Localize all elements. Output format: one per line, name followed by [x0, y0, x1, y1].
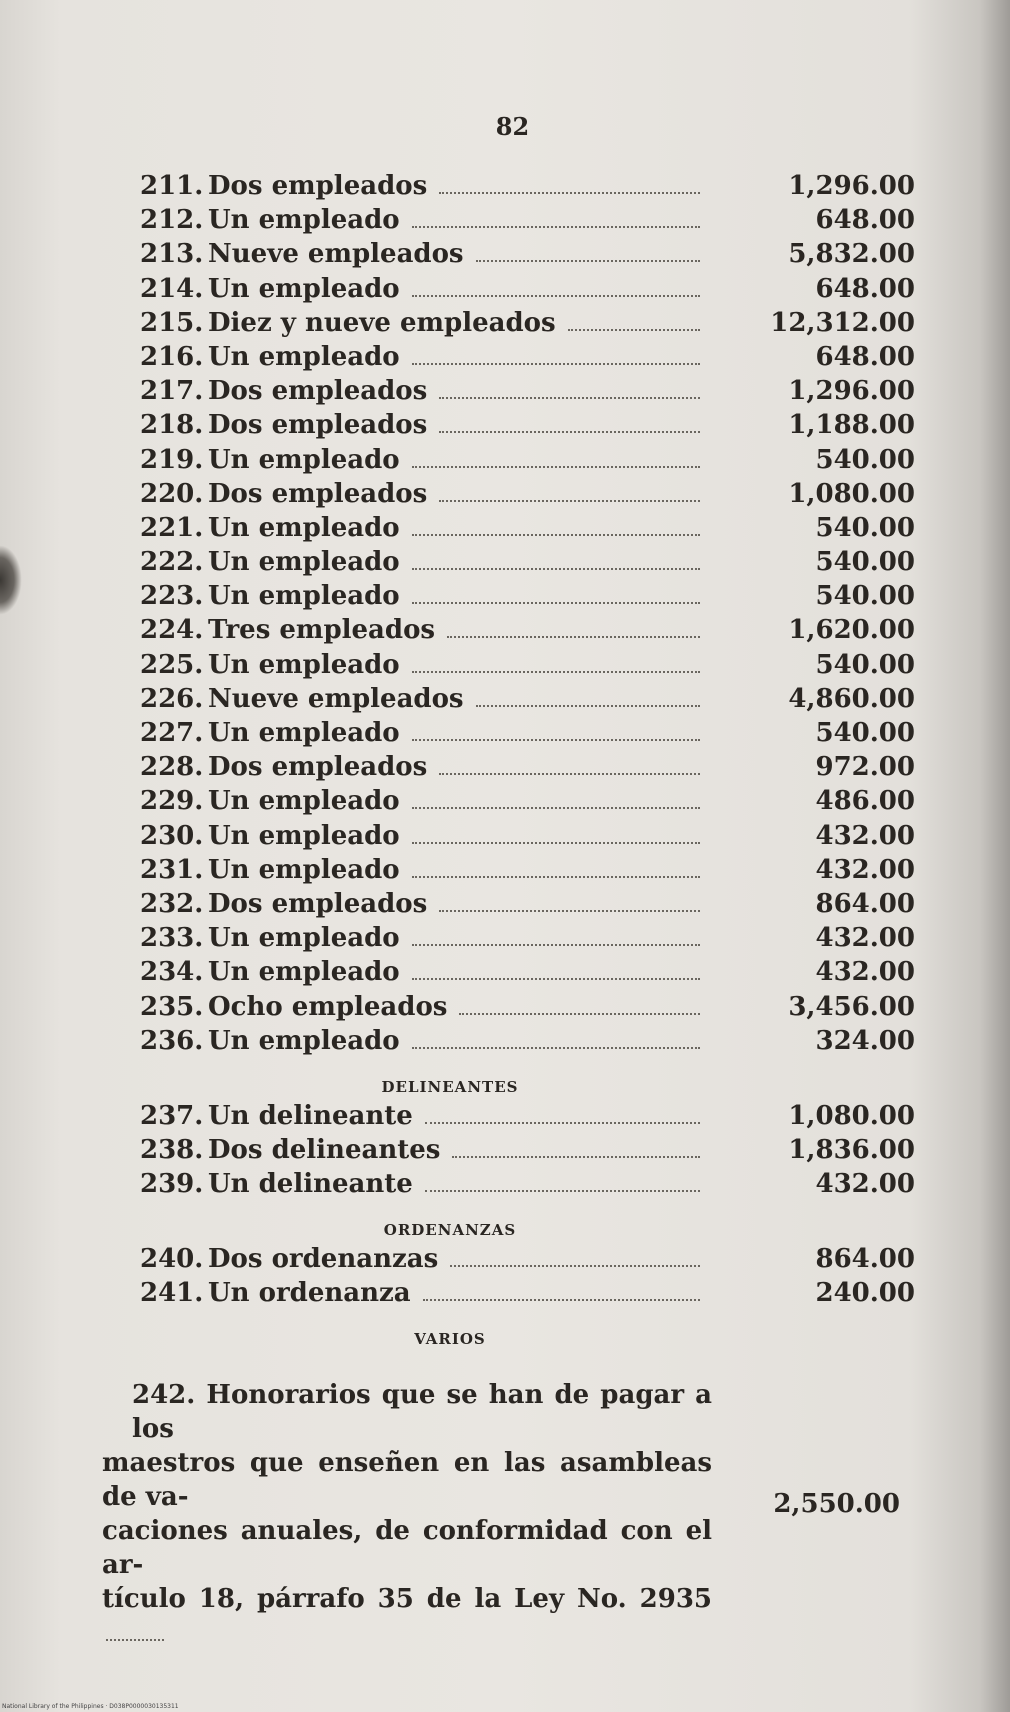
leader-dots: [412, 739, 700, 741]
entry-row: [140, 821, 915, 855]
entry-label: Dos ordenanzas: [208, 1244, 439, 1274]
entry-row: [140, 410, 915, 444]
leader-dots: [106, 1639, 164, 1641]
entry-number: 218.: [140, 410, 204, 441]
entry-number: 212.: [140, 205, 204, 236]
entry-amount: 540.00: [815, 718, 915, 748]
entry-description: [140, 855, 708, 886]
entry-row: [140, 205, 915, 239]
entry-label: Un empleado: [208, 923, 400, 954]
leader-dots: [425, 1190, 700, 1192]
entries-block-empleados: [140, 171, 915, 1060]
entry-amount: 1,620.00: [788, 615, 915, 646]
entry-amount: 3,456.00: [788, 991, 915, 1022]
entry-amount: 972.00: [815, 752, 915, 783]
entry-description: [140, 821, 708, 852]
entry-amount: 540.00: [815, 512, 915, 543]
entry-amount: 540.00: [815, 547, 915, 578]
leader-dots: [439, 192, 700, 194]
entry-number: 217.: [140, 376, 204, 407]
leader-dots: [412, 534, 700, 536]
leader-dots: [447, 636, 700, 638]
varios-line-last: [102, 1582, 712, 1650]
entry-label: Dos empleados: [208, 410, 428, 441]
entry-amount: 540.00: [815, 444, 915, 475]
entry-label: Un ordenanza: [208, 1278, 411, 1309]
entry-amount: 1,080.00: [788, 478, 915, 509]
entry-row: [140, 171, 915, 205]
entry-description: [140, 479, 708, 510]
entry-label: Un empleado: [208, 957, 400, 988]
entry-label: Dos delineantes: [208, 1135, 441, 1166]
entry-description: [140, 1278, 708, 1309]
entry-number: 236.: [140, 1025, 204, 1056]
entry-amount: 486.00: [815, 786, 915, 817]
entry-amount: 540.00: [815, 649, 915, 680]
entry-description: [140, 171, 708, 202]
entry-label: Ocho empleados: [208, 991, 448, 1022]
entry-row: [140, 547, 915, 581]
entry-description: [140, 1169, 708, 1200]
entry-row: [140, 445, 915, 479]
entry-number: 214.: [140, 273, 204, 304]
entry-amount: 648.00: [815, 341, 915, 372]
entry-amount: 432.00: [815, 854, 915, 885]
entry-label: Nueve empleados: [208, 683, 464, 714]
entry-number: 230.: [140, 820, 204, 851]
entry-row: [140, 752, 915, 786]
entry-label: Diez y nueve empleados: [208, 307, 556, 338]
varios-line: maestros que enseñen en las asambleas de va-: [102, 1448, 712, 1512]
leader-dots: [439, 431, 700, 433]
entry-row: [140, 1026, 915, 1060]
entry-label: Dos empleados: [208, 752, 428, 783]
section-delineantes: [140, 1061, 915, 1204]
entry-row: [140, 239, 915, 273]
entry-label: Dos empleados: [208, 888, 428, 919]
entry-number: 228.: [140, 752, 204, 783]
entry-amount: 864.00: [815, 1244, 915, 1274]
leader-dots: [412, 876, 700, 878]
leader-dots: [412, 978, 700, 980]
leader-dots: [476, 705, 700, 707]
entry-description: [140, 308, 708, 339]
entry-description: [140, 1135, 708, 1166]
entry-label: Tres empleados: [208, 615, 436, 646]
entry-row: [140, 581, 915, 615]
entry-row: [140, 718, 915, 752]
leader-dots: [412, 226, 700, 228]
entry-row: [140, 1169, 915, 1203]
section-heading-varios: VARIOS: [414, 1330, 486, 1348]
entry-description: [140, 957, 708, 988]
entry-description: [140, 205, 708, 236]
varios-line: tículo 18, párrafo 35 de la Ley No. 2935: [102, 1584, 712, 1614]
entry-description: [140, 274, 708, 305]
entry-number: 213.: [140, 239, 204, 270]
entry-label: Un empleado: [208, 444, 400, 475]
entry-label: Un empleado: [208, 341, 400, 372]
entry-label: Un empleado: [208, 718, 400, 748]
leader-dots: [439, 773, 700, 775]
entry-label: Un delineante: [208, 1101, 413, 1131]
entry-label: Un empleado: [208, 820, 400, 851]
entries-block-ordenanzas: [140, 1244, 915, 1312]
entry-description: [140, 752, 708, 783]
entry-number: 229.: [140, 786, 204, 817]
entry-row: [140, 992, 915, 1026]
entry-row: [140, 1135, 915, 1169]
entry-description: [140, 992, 708, 1023]
leader-dots: [412, 466, 700, 468]
varios-line: caciones anuales, de conformidad con el ar-: [102, 1516, 712, 1580]
entry-description: [140, 513, 708, 544]
entry-label: Nueve empleados: [208, 239, 464, 270]
entry-description: [140, 1026, 708, 1057]
entry-description: [140, 581, 708, 612]
entries-block-delineantes: [140, 1101, 915, 1204]
entry-description: [140, 650, 708, 681]
entry-row: [140, 615, 915, 649]
entry-amount: 240.00: [815, 1278, 915, 1309]
entry-label: Dos empleados: [208, 171, 428, 201]
entry-label: Un empleado: [208, 547, 400, 578]
entry-amount: 864.00: [815, 888, 915, 919]
leader-dots: [412, 568, 700, 570]
entry-description: [140, 615, 708, 646]
entry-number: 216.: [140, 341, 204, 372]
leader-dots: [412, 602, 700, 604]
entry-amount: 648.00: [815, 205, 915, 236]
entry-description: [140, 684, 708, 715]
entry-number: 239.: [140, 1169, 204, 1200]
entry-description: [140, 342, 708, 373]
entry-row: [140, 889, 915, 923]
entry-amount: 432.00: [815, 957, 915, 988]
leader-dots: [439, 500, 700, 502]
entry-label: Un empleado: [208, 512, 400, 543]
leader-dots: [459, 1013, 700, 1015]
varios-line: 242. Honorarios que se han de pagar a los: [132, 1380, 712, 1444]
entry-number: 232.: [140, 888, 204, 919]
leader-dots: [423, 1299, 700, 1301]
entry-amount: 1,836.00: [788, 1135, 915, 1166]
entry-number: 211.: [140, 171, 204, 201]
footer-watermark: National Library of the Philippines · D038P0000030135311: [2, 1703, 179, 1710]
section-ordenanzas: [140, 1204, 915, 1312]
entry-description: [140, 718, 708, 749]
entry-number: 241.: [140, 1278, 204, 1309]
entry-row: [140, 1244, 915, 1278]
entry-number: 224.: [140, 615, 204, 646]
entry-number: 235.: [140, 991, 204, 1022]
entry-row: [140, 786, 915, 820]
leader-dots: [425, 1122, 700, 1124]
leader-dots: [452, 1156, 700, 1158]
entry-amount: 5,832.00: [788, 239, 915, 270]
entry-amount: 648.00: [815, 273, 915, 304]
leader-dots: [439, 397, 700, 399]
leader-dots: [476, 260, 700, 262]
entry-amount: 1,296.00: [788, 376, 915, 407]
entry-number: 237.: [140, 1101, 204, 1131]
entry-description: [140, 923, 708, 954]
entry-label: Un empleado: [208, 1025, 400, 1056]
section-varios: [140, 1313, 915, 1353]
section-heading-ordenanzas: ORDENANZAS: [383, 1221, 517, 1239]
leader-dots: [412, 842, 700, 844]
entry-row: [140, 1278, 915, 1312]
entry-number: 231.: [140, 854, 204, 885]
leader-dots: [439, 910, 700, 912]
entry-row: [140, 342, 915, 376]
entry-amount: 540.00: [815, 581, 915, 612]
entry-amount: 1,188.00: [788, 410, 915, 441]
entry-number: 233.: [140, 923, 204, 954]
entry-amount: 432.00: [815, 923, 915, 954]
entry-amount: 1,296.00: [788, 171, 915, 201]
entry-number: 238.: [140, 1135, 204, 1166]
leader-dots: [568, 329, 700, 331]
entry-amount: 12,312.00: [770, 307, 915, 338]
leader-dots: [450, 1265, 700, 1267]
entry-label: Dos empleados: [208, 376, 428, 407]
leader-dots: [412, 671, 700, 673]
entry-number: 222.: [140, 547, 204, 578]
entry-number: 225.: [140, 649, 204, 680]
entry-number: 219.: [140, 444, 204, 475]
entry-number: 221.: [140, 512, 204, 543]
entry-description: [140, 1244, 708, 1275]
entry-amount: 324.00: [815, 1025, 915, 1056]
entry-number: 240.: [140, 1244, 204, 1274]
entry-label: Un empleado: [208, 581, 400, 612]
entry-row: [140, 513, 915, 547]
entry-row: [140, 855, 915, 889]
leader-dots: [412, 807, 700, 809]
leader-dots: [412, 363, 700, 365]
entry-label: Un empleado: [208, 854, 400, 885]
leader-dots: [412, 944, 700, 946]
leader-dots: [412, 295, 700, 297]
entry-row: [140, 923, 915, 957]
entry-label: Un empleado: [208, 205, 400, 236]
varios-amount: 2,550.00: [773, 1489, 900, 1519]
entry-row: [140, 308, 915, 342]
entry-label: Un empleado: [208, 649, 400, 680]
entry-description: [140, 1101, 708, 1132]
entry-description: [140, 445, 708, 476]
leader-dots: [412, 1047, 700, 1049]
entry-label: Un empleado: [208, 273, 400, 304]
entry-number: 220.: [140, 478, 204, 509]
entry-description: [140, 239, 708, 270]
varios-paragraph: [102, 1378, 712, 1650]
entry-row: [140, 957, 915, 991]
entry-description: [140, 889, 708, 920]
entry-number: 223.: [140, 581, 204, 612]
entry-label: Un delineante: [208, 1169, 413, 1200]
entry-row: [140, 479, 915, 513]
entry-number: 215.: [140, 307, 204, 338]
entry-amount: 1,080.00: [788, 1101, 915, 1131]
entry-label: Dos empleados: [208, 478, 428, 509]
entry-row: [140, 684, 915, 718]
entry-description: [140, 410, 708, 441]
entry-number: 226.: [140, 683, 204, 714]
entry-amount: 432.00: [815, 1169, 915, 1200]
entry-row: [140, 376, 915, 410]
entry-row: [140, 650, 915, 684]
entry-description: [140, 376, 708, 407]
page-number: 82: [495, 112, 530, 141]
entry-description: [140, 786, 708, 817]
entry-amount: 432.00: [815, 820, 915, 851]
entry-amount: 4,860.00: [788, 683, 915, 714]
entry-description: [140, 547, 708, 578]
section-heading-delineantes: DELINEANTES: [381, 1078, 519, 1096]
page-smudge: [0, 545, 22, 615]
entry-row: [140, 274, 915, 308]
entry-number: 227.: [140, 718, 204, 748]
entry-number: 234.: [140, 957, 204, 988]
entry-row: [140, 1101, 915, 1135]
entry-label: Un empleado: [208, 786, 400, 817]
